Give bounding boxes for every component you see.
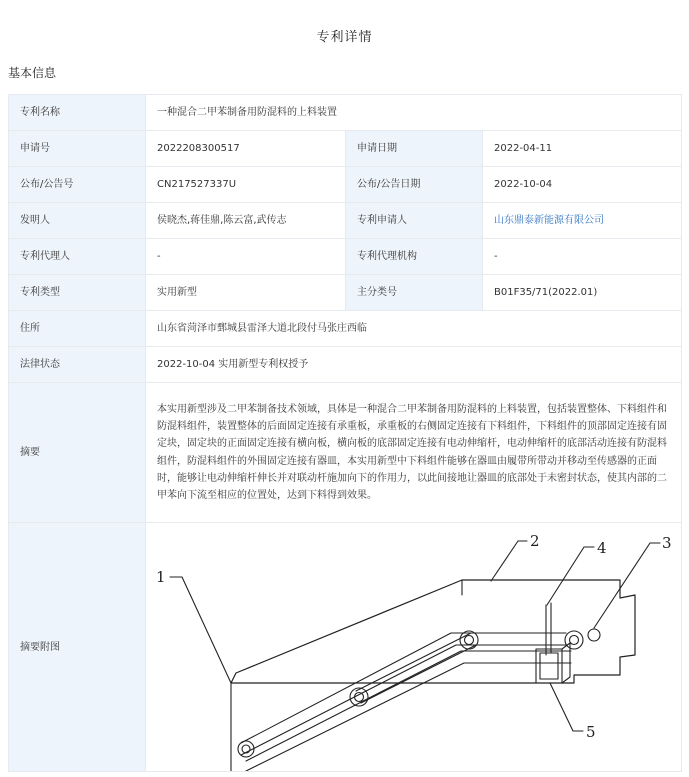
- agency-value: -: [483, 239, 682, 275]
- patent-type-label: 专利类型: [9, 275, 146, 311]
- publication-number-value: CN217527337U: [146, 167, 346, 203]
- table-row: [9, 311, 682, 347]
- patent-name-label: 专利名称: [9, 95, 146, 131]
- inventor-value: 侯晓杰,蒋佳鼎,陈云富,武传志: [146, 203, 346, 239]
- table-row: [9, 167, 682, 203]
- callout-1: 1: [156, 568, 166, 586]
- applicant-link[interactable]: 山东鼎泰新能源有限公司: [494, 215, 604, 226]
- table-row: [9, 239, 682, 275]
- applicant-cell: [483, 203, 682, 239]
- agency-label: 专利代理机构: [346, 239, 483, 275]
- agent-value: -: [146, 239, 346, 275]
- callout-3: 3: [662, 534, 672, 552]
- abstract-label: 摘要: [9, 383, 146, 523]
- main-class-value: B01F35/71(2022.01): [483, 275, 682, 311]
- publication-date-value: 2022-10-04: [483, 167, 682, 203]
- publication-number-label: 公布/公告号: [9, 167, 146, 203]
- callout-4: 4: [597, 539, 607, 557]
- table-row: [9, 131, 682, 167]
- application-date-value: 2022-04-11: [483, 131, 682, 167]
- table-row: [9, 383, 682, 523]
- table-row: [9, 347, 682, 383]
- abstract-figure-cell: [146, 523, 682, 772]
- patent-info-table: [8, 94, 682, 772]
- abstract-figure: [146, 523, 682, 771]
- application-number-label: 申请号: [9, 131, 146, 167]
- applicant-label: 专利申请人: [346, 203, 483, 239]
- main-class-label: 主分类号: [346, 275, 483, 311]
- patent-type-value: 实用新型: [146, 275, 346, 311]
- address-label: 住所: [9, 311, 146, 347]
- section-title: 基本信息: [8, 66, 57, 80]
- callout-5: 5: [586, 723, 596, 741]
- table-row: [9, 203, 682, 239]
- figure-label: 摘要附图: [9, 523, 146, 772]
- table-row: [9, 275, 682, 311]
- application-number-value: 2022208300517: [146, 131, 346, 167]
- publication-date-label: 公布/公告日期: [346, 167, 483, 203]
- legal-status-value: 2022-10-04 实用新型专利权授予: [146, 347, 682, 383]
- agent-label: 专利代理人: [9, 239, 146, 275]
- abstract-text: 本实用新型涉及二甲苯制备技术领域，具体是一种混合二甲苯制备用防混料的上料装置，包括装置整体、下料组件和防混料组件，装置整体的后面固定连接有承重板，承重板的右侧固定连接有下料组件，下料组件的顶部固定连接有固定块，固定块的正面固定连接有横向板，横向板的底部固定连接有电动伸缩杆，电动伸缩杆的底部活动连接有防混料组件，防混料组件的外围固定连接有器皿，本实用新型中下料组件能够在器皿由履带所带动并移动至传感器的正面时，能够让电动伸缩杆伸长并对联动杆施加向下的作用力，以此间接地让器皿的底部处于未密封状态，使其内部的二甲苯向下流至相应的位置处，达到下料得到效果。: [146, 383, 682, 523]
- table-row: [9, 95, 682, 131]
- patent-name-value: 一种混合二甲苯制备用防混料的上料装置: [146, 95, 682, 131]
- page-title: 专利详情: [316, 30, 373, 45]
- callout-2: 2: [530, 532, 540, 550]
- table-row: [9, 523, 682, 772]
- application-date-label: 申请日期: [346, 131, 483, 167]
- legal-status-label: 法律状态: [9, 347, 146, 383]
- inventor-label: 发明人: [9, 203, 146, 239]
- address-value: 山东省菏泽市鄄城县雷泽大道北段付马张庄西临: [146, 311, 682, 347]
